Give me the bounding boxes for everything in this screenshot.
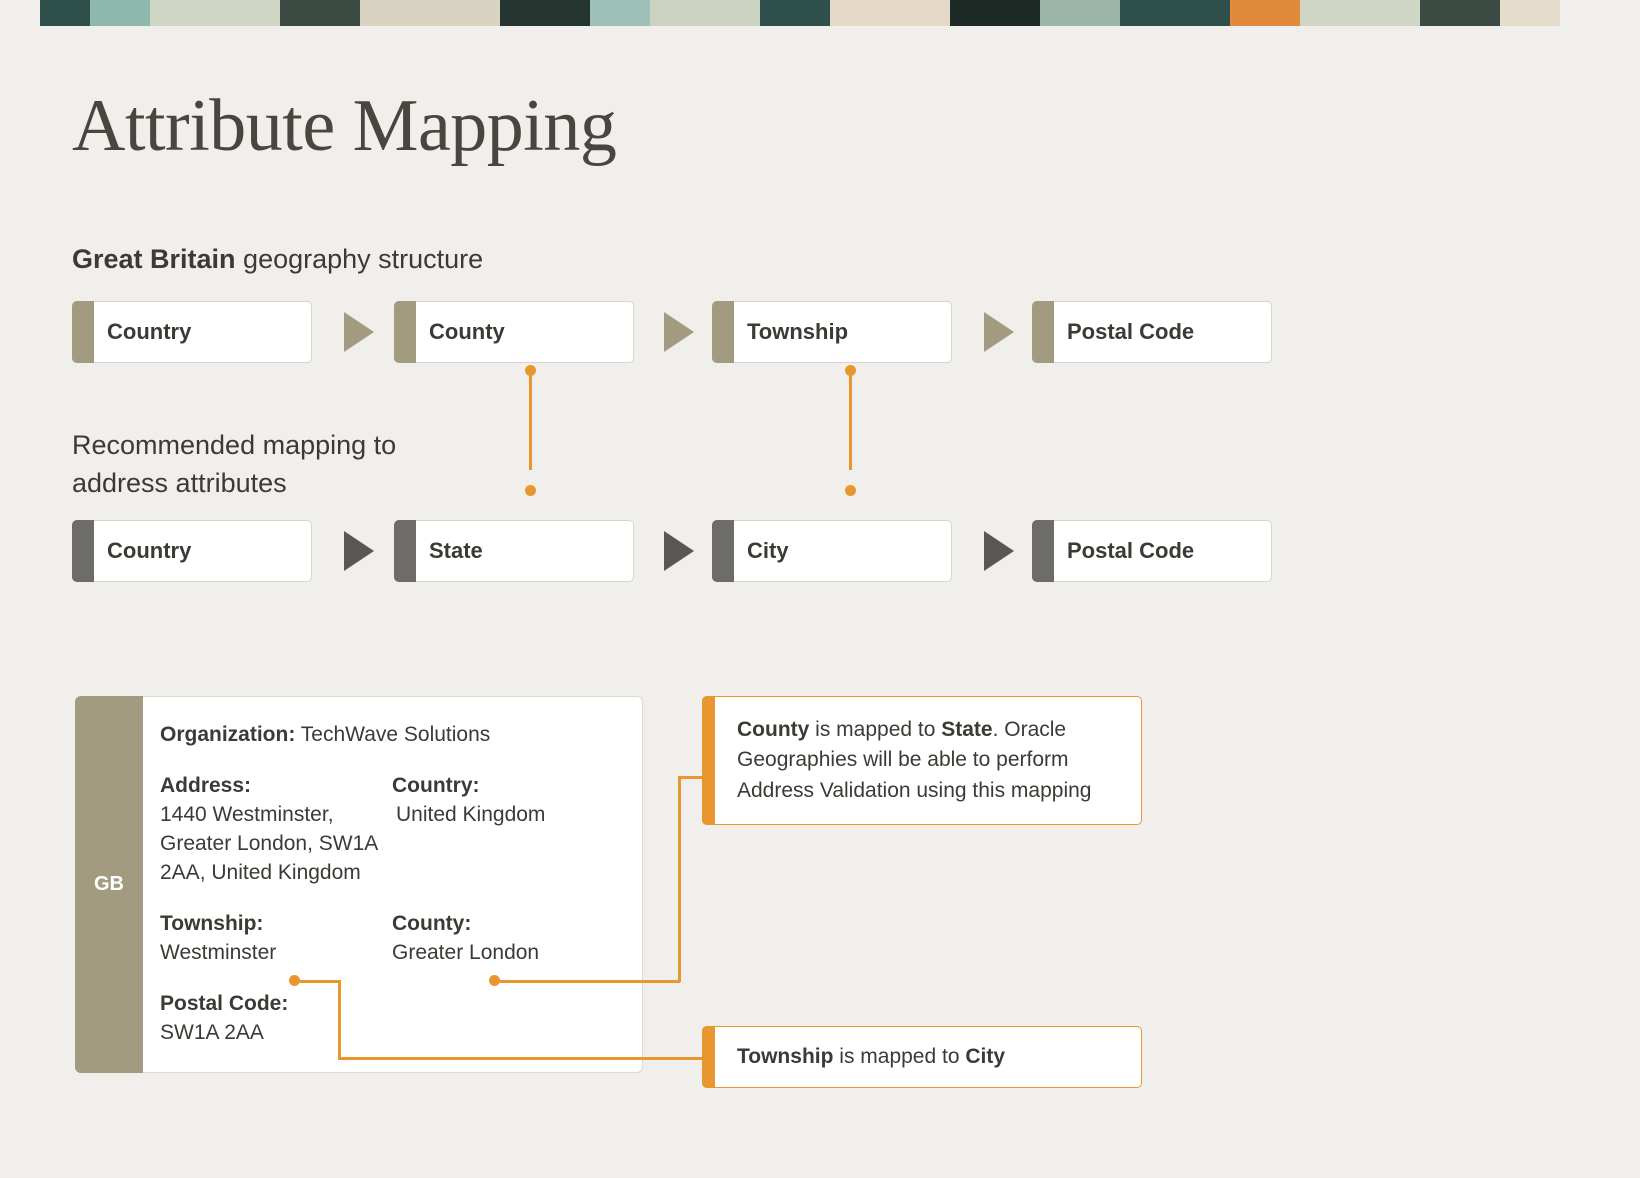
county-value: Greater London: [392, 940, 540, 964]
band-segment: [500, 0, 590, 26]
callout-line-county-h: [495, 980, 680, 983]
target-node-country: Country: [72, 520, 312, 582]
target-node-postal-code: Postal Code: [1032, 520, 1272, 582]
township-block: [160, 910, 392, 968]
source-node-county: County: [394, 301, 634, 363]
address-country-row: [160, 772, 630, 888]
mapping-dot: [845, 365, 856, 376]
address-card-body: [160, 721, 630, 1048]
geography-structure-subtitle: [72, 244, 483, 275]
callout-line-township-h: [295, 980, 340, 983]
band-segment: [650, 0, 760, 26]
callout1-part3: State: [941, 718, 993, 741]
subtitle-country: Great Britain: [72, 244, 236, 274]
callout1-part4: . Oracle Geographies will be able to perform Address Validation using this mapping: [737, 718, 1092, 802]
recommended-mapping-label: Recommended mapping to address attributes: [72, 430, 397, 499]
chain-arrow-icon: [984, 531, 1014, 571]
mapping-dot: [845, 485, 856, 496]
callout2-part3: City: [965, 1044, 1006, 1068]
chain-arrow-icon: [664, 312, 694, 352]
township-label: Township:: [160, 911, 264, 935]
band-segment: [40, 0, 90, 26]
callout-line-township-v: [338, 980, 341, 1058]
organization-value: TechWave Solutions: [295, 723, 491, 746]
organization-label: Organization:: [160, 723, 296, 746]
mapping-line-county-state: [529, 370, 532, 470]
band-segment: [1300, 0, 1420, 26]
band-segment: [1040, 0, 1120, 26]
chain-arrow-icon: [344, 531, 374, 571]
band-segment: [1560, 0, 1640, 26]
callout2-part1: Township: [737, 1044, 834, 1068]
callout-line-township-h2: [338, 1057, 708, 1060]
subtitle-rest: geography structure: [235, 244, 484, 274]
target-node-state: State: [394, 520, 634, 582]
country-block: [392, 772, 622, 888]
band-segment: [590, 0, 650, 26]
callout1-part1: County: [737, 718, 810, 741]
band-segment: [150, 0, 280, 26]
band-segment: [1420, 0, 1500, 26]
band-segment: [950, 0, 1040, 26]
band-segment: [830, 0, 950, 26]
chain-arrow-icon: [664, 531, 694, 571]
chain-arrow-icon: [984, 312, 1014, 352]
band-segment: [760, 0, 830, 26]
page-title: Attribute Mapping: [72, 85, 617, 167]
organization-row: [160, 721, 630, 750]
mapping-line-township-city: [849, 370, 852, 470]
callout2-part2: is mapped to: [833, 1044, 966, 1068]
target-node-city: City: [712, 520, 952, 582]
address-example-card: [75, 696, 643, 1073]
band-segment: [280, 0, 360, 26]
chain-arrow-icon: [344, 312, 374, 352]
band-segment: [1500, 0, 1560, 26]
mapping-dot: [525, 485, 536, 496]
country-code-badge: GB: [75, 696, 143, 1073]
band-segment: [90, 0, 150, 26]
band-segment: [1120, 0, 1230, 26]
township-county-row: [160, 910, 630, 968]
source-node-postal-code: Postal Code: [1032, 301, 1272, 363]
county-block: [392, 910, 622, 968]
county-label: County:: [392, 911, 472, 935]
postal-code-value: SW1A 2AA: [160, 1020, 264, 1044]
country-value: United Kingdom: [396, 802, 546, 826]
band-segment: [360, 0, 500, 26]
slide-canvas: [0, 26, 1640, 1178]
source-node-township: Township: [712, 301, 952, 363]
address-label: Address:: [160, 773, 252, 797]
address-block: [160, 772, 392, 888]
decorative-top-band: [0, 0, 1640, 26]
address-value: 1440 Westminster, Greater London, SW1A 2AA, United Kingdom: [160, 802, 378, 884]
mapping-dot: [525, 365, 536, 376]
callout1-part2: is mapped to: [809, 718, 942, 741]
callout-township-city: [702, 1026, 1142, 1088]
township-value: Westminster: [160, 940, 277, 964]
country-label: Country:: [392, 773, 480, 797]
callout2-text: [737, 1042, 1005, 1072]
band-segment: [1230, 0, 1300, 26]
postal-code-label: Postal Code:: [160, 991, 289, 1015]
postal-code-block: [160, 990, 630, 1048]
band-segment: [0, 0, 40, 26]
callout-line-county-v: [678, 776, 681, 982]
callout-county-state: [702, 696, 1142, 825]
source-node-country: Country: [72, 301, 312, 363]
